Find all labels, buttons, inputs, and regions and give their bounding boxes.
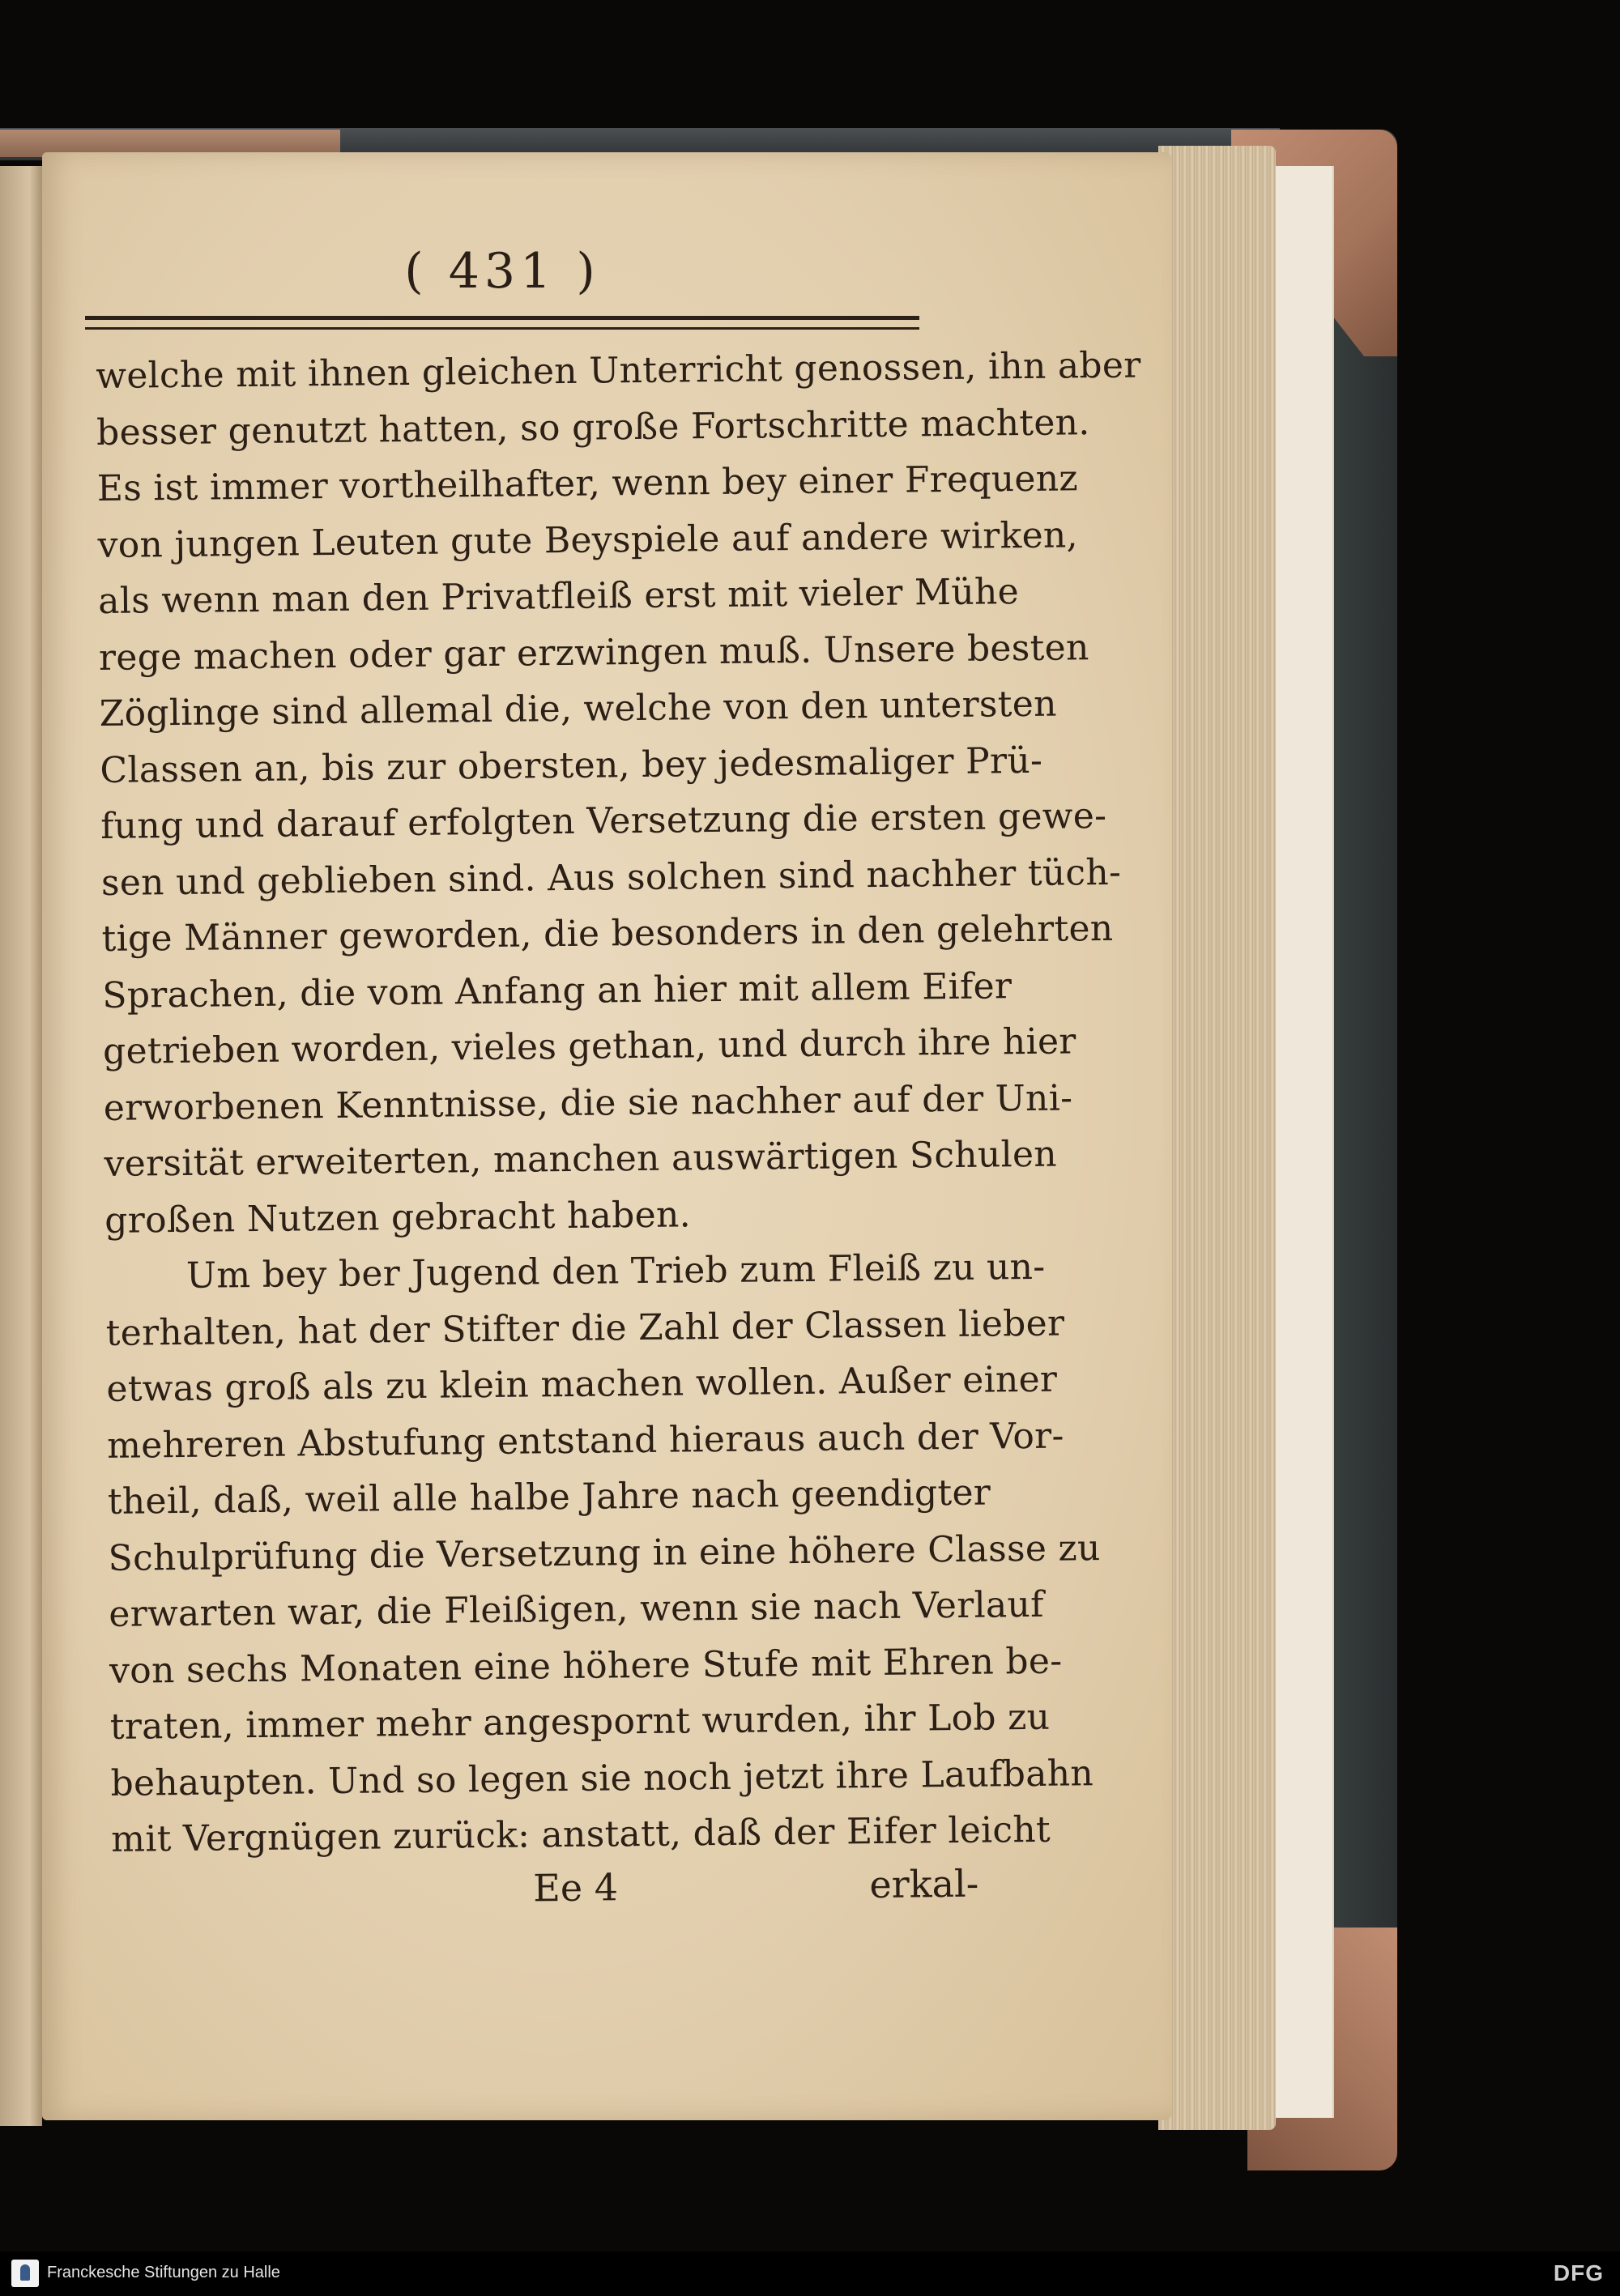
viewer-footer-bar bbox=[0, 2251, 1620, 2296]
header-rule bbox=[85, 316, 919, 320]
facing-page-edge bbox=[0, 166, 42, 2126]
text-line: getrieben worden, vieles gethan, und durch ihre hier bbox=[102, 1020, 1076, 1072]
dfg-logo: DFG bbox=[1553, 2260, 1604, 2285]
text-line: erwarten war, die Fleißigen, wenn sie nach Verlauf bbox=[109, 1583, 1044, 1635]
text-line: welche mit ihnen gleichen Unterricht genossen, ihn aber bbox=[96, 344, 1141, 397]
text-line: Zöglinge sind allemal die, welche von den untersten bbox=[99, 683, 1058, 735]
text-line: besser genutzt hatten, so große Fortschritte machten. bbox=[96, 401, 1090, 454]
header-rule-thin bbox=[85, 327, 919, 330]
page-number-header: ( 431 ) bbox=[404, 243, 600, 300]
text-line: traten, immer mehr angespornt wurden, ihr Lob zu bbox=[109, 1696, 1051, 1748]
text-line: tige Männer geworden, die besonders in den gelehrten bbox=[101, 907, 1114, 960]
text-line: mit Vergnügen zurück: anstatt, daß der Eifer leicht bbox=[111, 1808, 1051, 1860]
text-line: etwas groß als zu klein machen wollen. Außer einer bbox=[106, 1358, 1058, 1410]
catchword: erkal- bbox=[869, 1861, 979, 1906]
text-line: versität erweiterten, manchen auswärtigen Schulen bbox=[104, 1133, 1058, 1185]
text-line: Classen an, bis zur obersten, bey jedesmaliger Prü- bbox=[100, 739, 1043, 791]
text-line: mehreren Abstufung entstand hieraus auch der Vor- bbox=[106, 1415, 1064, 1467]
text-line: großen Nutzen gebracht haben. bbox=[104, 1193, 692, 1242]
institution-name: Franckesche Stiftungen zu Halle bbox=[47, 2264, 280, 2281]
text-line: rege machen oder gar erzwingen muß. Unsere besten bbox=[98, 626, 1089, 679]
text-line: behaupten. Und so legen sie noch jetzt ihre Laufbahn bbox=[110, 1752, 1094, 1804]
text-line: von sechs Monaten eine höhere Stufe mit Ehren be- bbox=[109, 1640, 1063, 1692]
text-line: terhalten, hat der Stifter die Zahl der Classen lieber bbox=[105, 1302, 1065, 1354]
body-text bbox=[96, 339, 1141, 1868]
page-footer bbox=[96, 1861, 979, 1928]
text-line: Schulprüfung die Versetzung in eine höhere Classe zu bbox=[108, 1527, 1101, 1579]
text-line: fung und darauf erfolgten Versetzung die ersten gewe- bbox=[100, 794, 1107, 847]
signature-mark: Ee 4 bbox=[532, 1865, 619, 1910]
institution-logo-icon bbox=[11, 2260, 39, 2287]
text-line: Um bey ber Jugend den Trieb zum Fleiß zu un- bbox=[185, 1246, 1046, 1297]
text-line: von jungen Leuten gute Beyspiele auf andere wirken, bbox=[97, 513, 1079, 566]
text-line: theil, daß, weil alle halbe Jahre nach geendigter bbox=[107, 1472, 991, 1523]
text-line: Es ist immer vortheilhafter, wenn bey einer Frequenz bbox=[96, 458, 1079, 509]
text-line: Sprachen, die vom Anfang an hier mit allem Eifer bbox=[102, 965, 1013, 1016]
text-line: sen und geblieben sind. Aus solchen sind nachher tüch- bbox=[100, 851, 1122, 904]
text-line: erworbenen Kenntnisse, die sie nachher auf der Uni- bbox=[103, 1076, 1073, 1129]
page-edges bbox=[1158, 146, 1276, 2130]
loose-sheet bbox=[1272, 166, 1334, 2118]
text-line: als wenn man den Privatfleiß erst mit vieler Mühe bbox=[98, 571, 1020, 622]
